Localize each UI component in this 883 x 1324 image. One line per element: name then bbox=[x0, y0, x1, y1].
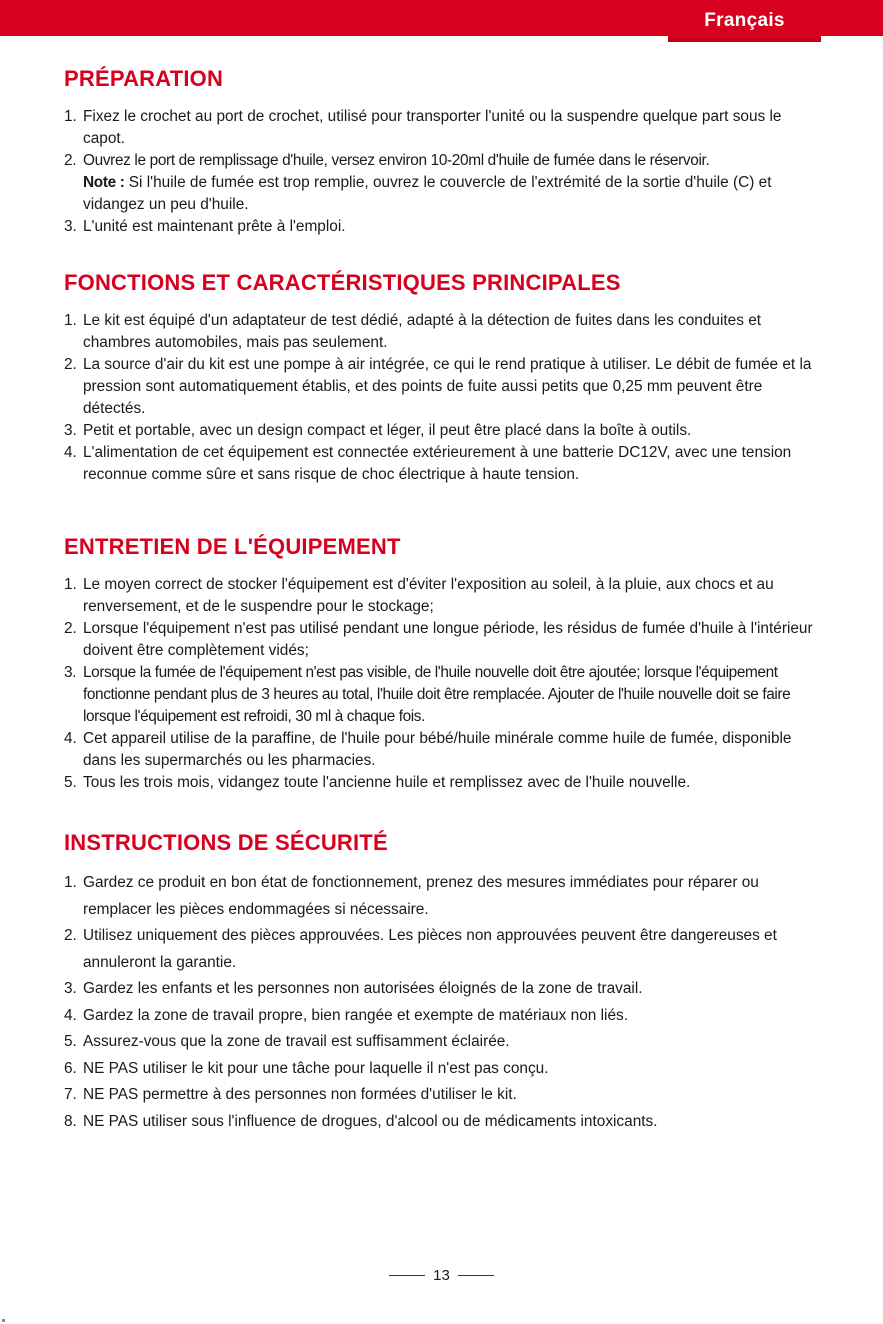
section-safety bbox=[64, 830, 824, 1135]
item-number: 4. bbox=[64, 1006, 77, 1024]
item-text: NE PAS permettre à des personnes non formées d'utiliser le kit. bbox=[83, 1086, 517, 1103]
item-number: 1. bbox=[64, 874, 77, 891]
item-number: 1. bbox=[64, 576, 77, 593]
list-item bbox=[64, 1056, 824, 1083]
item-list bbox=[64, 310, 824, 486]
section-functions bbox=[64, 270, 824, 486]
item-number: 5. bbox=[64, 774, 77, 791]
footer-rule-left bbox=[389, 1275, 425, 1276]
list-item bbox=[64, 662, 824, 728]
item-number: 2. bbox=[64, 927, 77, 944]
item-list bbox=[64, 870, 824, 1135]
item-text: Lorsque la fumée de l'équipement n'est pas visible, de l'huile nouvelle doit être ajoutée; lorsque l'équipement fonctionne pendant plus de 3 heures au total, l'huile doit être remplacée. Ajouter de l'huile nouvelle doit se faire lorsque l'équipement est refroidi, 30 ml à chaque fois. bbox=[83, 664, 791, 725]
item-text: L'unité est maintenant prête à l'emploi. bbox=[83, 218, 346, 235]
item-text: Tous les trois mois, vidangez toute l'ancienne huile et remplissez avec de l'huile nouvelle. bbox=[83, 774, 691, 791]
note-text: Si l'huile de fumée est trop remplie, ouvrez le couvercle de l'extrémité de la sortie d'huile (C) et vidangez un peu d'huile. bbox=[83, 174, 772, 213]
footer-rule-right bbox=[458, 1275, 494, 1276]
item-text: NE PAS utiliser le kit pour une tâche pour laquelle il n'est pas conçu. bbox=[83, 1059, 549, 1077]
list-item bbox=[64, 574, 824, 618]
item-number: 3. bbox=[64, 422, 77, 439]
language-tab: Français bbox=[668, 0, 821, 42]
corner-mark bbox=[2, 1319, 5, 1322]
list-item bbox=[64, 442, 824, 486]
section-title: ENTRETIEN DE L'ÉQUIPEMENT bbox=[64, 534, 401, 559]
item-number: 3. bbox=[64, 664, 77, 681]
section-title: PRÉPARATION bbox=[64, 66, 224, 91]
list-item bbox=[64, 420, 824, 442]
item-text: Petit et portable, avec un design compact et léger, il peut être placé dans la boîte à outils. bbox=[83, 422, 692, 439]
list-item bbox=[64, 310, 824, 354]
item-number: 2. bbox=[64, 620, 77, 637]
list-item bbox=[64, 1029, 824, 1056]
item-number: 2. bbox=[64, 152, 77, 169]
list-item bbox=[64, 1109, 824, 1136]
item-text: Cet appareil utilise de la paraffine, de l'huile pour bébé/huile minérale comme huile de fumée, disponible dans les supermarchés ou les pharmacies. bbox=[83, 730, 792, 769]
list-item bbox=[64, 150, 824, 216]
list-item bbox=[64, 216, 824, 238]
item-list bbox=[64, 106, 824, 238]
list-item bbox=[64, 976, 824, 1003]
item-text: Le kit est équipé d'un adaptateur de test dédié, adapté à la détection de fuites dans les conduites et chambres automobiles, mais pas seulement. bbox=[83, 312, 762, 351]
item-text: Ouvrez le port de remplissage d'huile, versez environ 10-20ml d'huile de fumée dans le réservoir. bbox=[83, 152, 710, 169]
page-content bbox=[64, 66, 824, 1135]
item-text: Lorsque l'équipement n'est pas utilisé pendant une longue période, les résidus de fumée d'huile à l'intérieur doivent être complètement vidés; bbox=[83, 620, 813, 659]
item-number: 3. bbox=[64, 980, 77, 997]
item-text: L'alimentation de cet équipement est connectée extérieurement à une batterie DC12V, avec une tension reconnue comme sûre et sans risque de choc électrique à haute tension. bbox=[83, 444, 792, 483]
item-text: NE PAS utiliser sous l'influence de drogues, d'alcool ou de médicaments intoxicants. bbox=[83, 1112, 658, 1130]
item-number: 1. bbox=[64, 312, 77, 329]
list-item bbox=[64, 618, 824, 662]
page-footer bbox=[0, 1267, 883, 1284]
page-number: 13 bbox=[433, 1267, 450, 1284]
item-number: 7. bbox=[64, 1086, 77, 1103]
list-item bbox=[64, 354, 824, 420]
list-item bbox=[64, 923, 824, 976]
note-label: Note : bbox=[83, 174, 125, 191]
list-item bbox=[64, 728, 824, 772]
item-text: Fixez le crochet au port de crochet, utilisé pour transporter l'unité ou la suspendre quelque part sous le capot. bbox=[83, 108, 782, 147]
item-list bbox=[64, 574, 824, 794]
list-item bbox=[64, 772, 824, 794]
item-number: 6. bbox=[64, 1059, 77, 1077]
item-text: Le moyen correct de stocker l'équipement est d'éviter l'exposition au soleil, à la pluie, aux chocs et au renversement, et de le suspendre pour le stockage; bbox=[83, 576, 774, 615]
item-number: 4. bbox=[64, 444, 77, 461]
item-text: La source d'air du kit est une pompe à air intégrée, ce qui le rend pratique à utiliser. Le débit de fumée et la pression sont automatiquement établis, et des points de fuite aussi petits que 0,25 mm peuvent être détectés. bbox=[83, 356, 812, 417]
list-item bbox=[64, 1082, 824, 1109]
item-text: Utilisez uniquement des pièces approuvées. Les pièces non approuvées peuvent être dangereuses et annuleront la garantie. bbox=[83, 927, 777, 971]
section-preparation bbox=[64, 66, 824, 238]
item-number: 4. bbox=[64, 730, 77, 747]
item-text: Gardez les enfants et les personnes non autorisées éloignés de la zone de travail. bbox=[83, 980, 643, 997]
item-number: 3. bbox=[64, 218, 77, 235]
section-title: INSTRUCTIONS DE SÉCURITÉ bbox=[64, 830, 388, 855]
list-item bbox=[64, 870, 824, 923]
list-item bbox=[64, 106, 824, 150]
item-number: 5. bbox=[64, 1033, 77, 1050]
item-number: 1. bbox=[64, 108, 77, 125]
item-text: Gardez ce produit en bon état de fonctionnement, prenez des mesures immédiates pour réparer ou remplacer les pièces endommagées si nécessaire. bbox=[83, 874, 759, 918]
item-text: Assurez-vous que la zone de travail est suffisamment éclairée. bbox=[83, 1033, 510, 1050]
section-maintenance bbox=[64, 534, 824, 794]
list-item bbox=[64, 1003, 824, 1030]
item-number: 2. bbox=[64, 356, 77, 373]
item-number: 8. bbox=[64, 1112, 77, 1130]
item-text: Gardez la zone de travail propre, bien rangée et exempte de matériaux non liés. bbox=[83, 1006, 628, 1024]
section-title: FONCTIONS ET CARACTÉRISTIQUES PRINCIPALES bbox=[64, 270, 621, 295]
